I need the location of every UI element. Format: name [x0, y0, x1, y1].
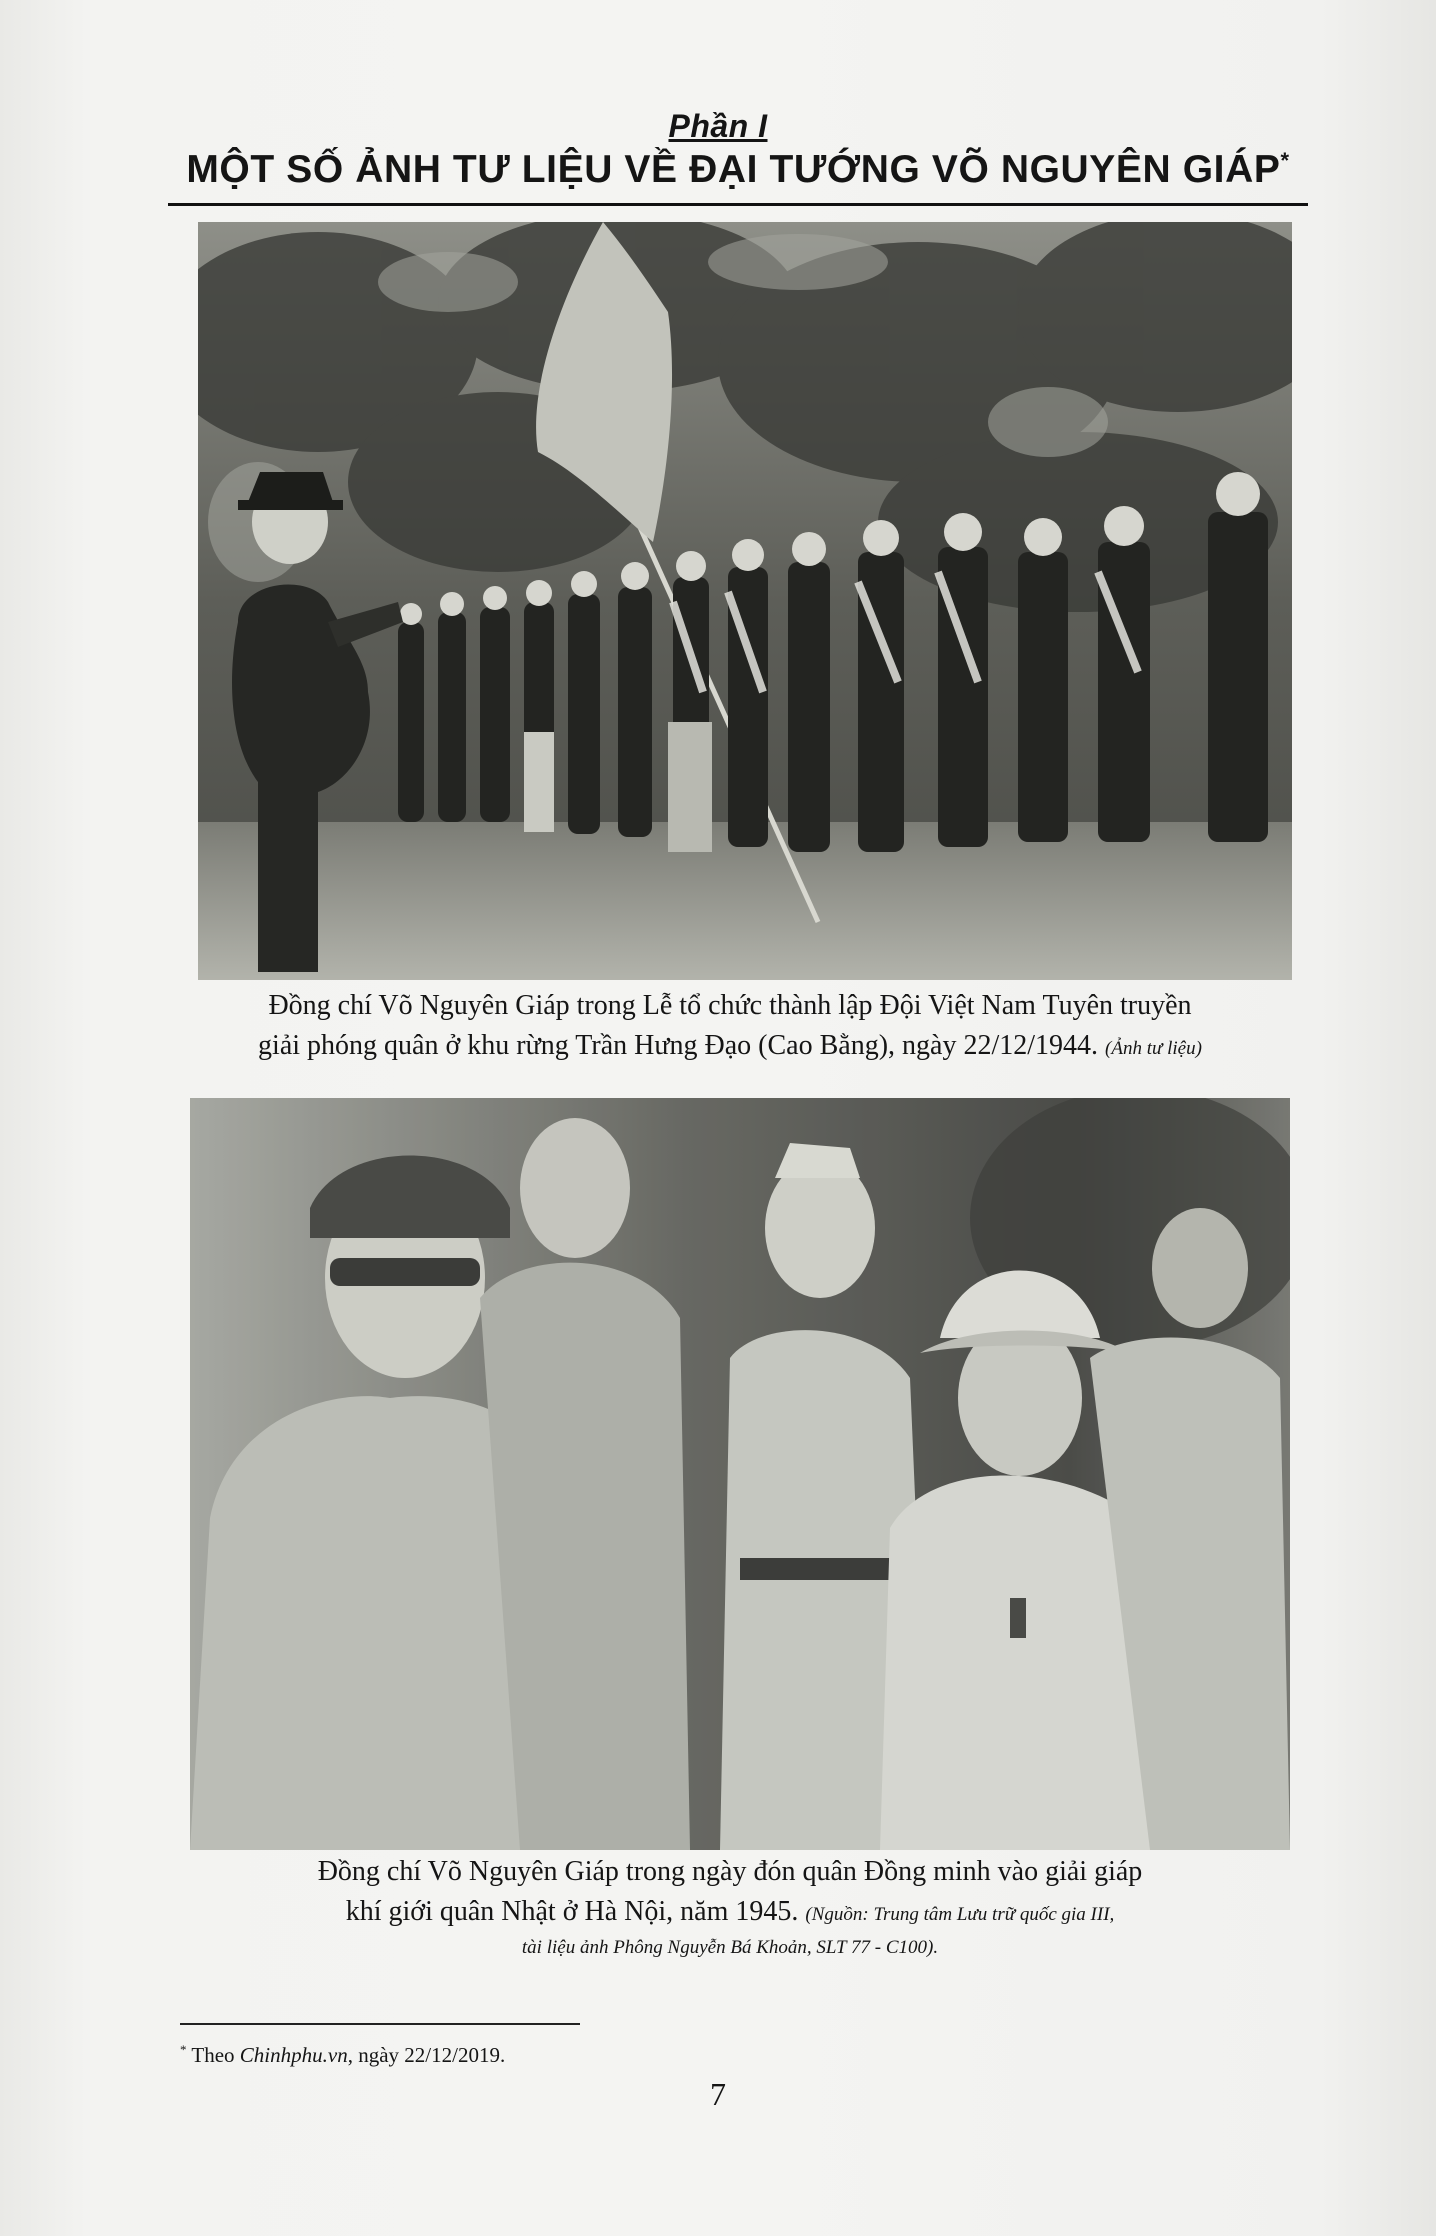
photo-founding-ceremony [198, 222, 1292, 980]
footnote-divider [180, 2023, 580, 2025]
caption-line [160, 1026, 1300, 1069]
photo-allied-arrival [190, 1098, 1290, 1850]
title-footnote-mark: * [1280, 148, 1290, 173]
page-number: 7 [710, 2076, 726, 2112]
footnote-source: Chinhphu.vn [239, 2043, 348, 2067]
founding-ceremony-illustration [198, 222, 1292, 980]
caption-line: Đồng chí Võ Nguyên Giáp trong Lễ tổ chức thành lập Đội Việt Nam Tuyên truyền [268, 990, 1192, 1021]
photo-source: (Nguồn: Trung tâm Lưu trữ quốc gia III, [805, 1904, 1115, 1925]
footnote-suffix: , ngày 22/12/2019. [347, 2043, 506, 2067]
title-underline [168, 203, 1308, 206]
photo-source: (Ảnh tư liệu) [1105, 1038, 1202, 1059]
caption-text: khí giới quân Nhật ở Hà Nội, năm 1945. [345, 1896, 799, 1927]
caption-line [160, 1892, 1300, 1935]
footnote-mark: * [180, 2042, 187, 2057]
caption-founding-ceremony [160, 986, 1300, 1069]
caption-text: giải phóng quân ở khu rừng Trần Hưng Đạo (Cao Bằng), ngày 22/12/1944. [258, 1030, 1099, 1061]
footnote [180, 2042, 505, 2068]
caption-allied-arrival [160, 1852, 1300, 1961]
photo-source-continued: tài liệu ảnh Phông Nguyễn Bá Khoản, SLT 77 - C100). [521, 1937, 939, 1958]
footnote-prefix: Theo [191, 2043, 240, 2067]
allied-arrival-illustration [190, 1098, 1290, 1850]
page-title [168, 148, 1308, 192]
caption-line: Đồng chí Võ Nguyên Giáp trong ngày đón quân Đồng minh vào giải giáp [317, 1856, 1143, 1887]
title-text: MỘT SỐ ẢNH TƯ LIỆU VỀ ĐẠI TƯỚNG VÕ NGUYÊN GIÁP [186, 148, 1281, 191]
part-heading: Phần I [668, 108, 768, 144]
